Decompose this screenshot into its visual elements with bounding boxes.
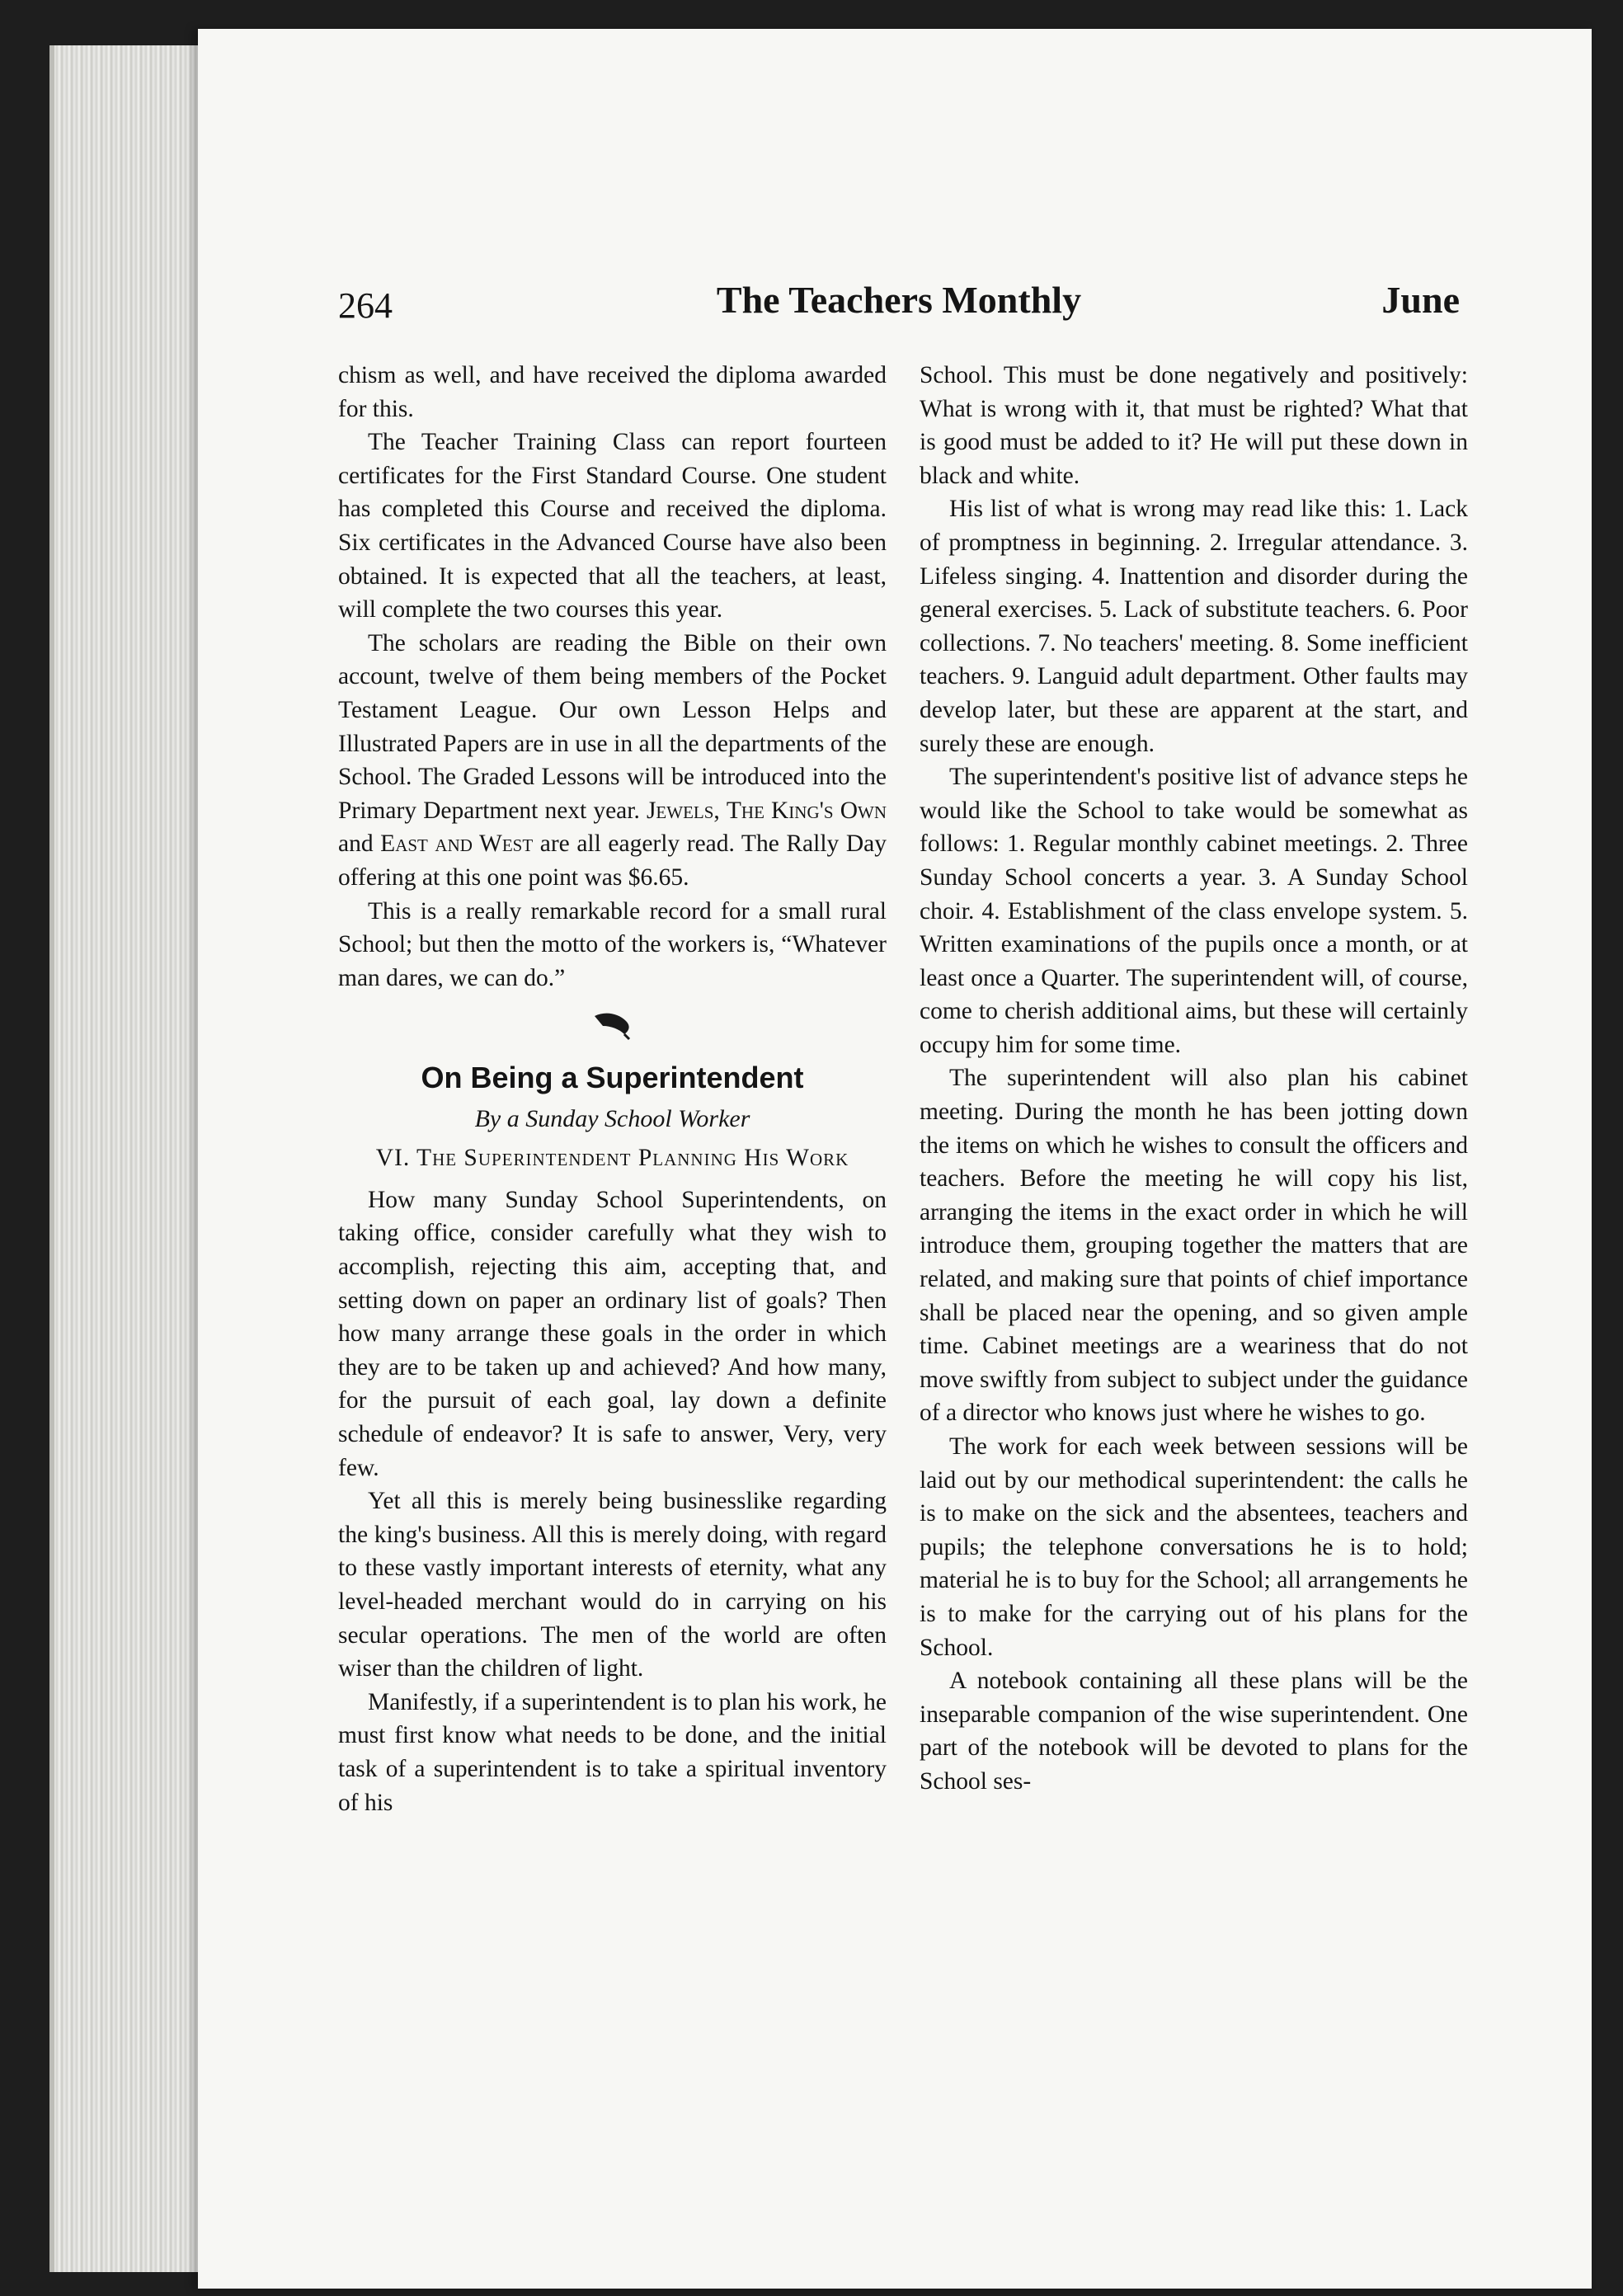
book-page [198,29,1592,2289]
paragraph-text: are all eagerly read. The Rally Day offering at this one point was $6.65. [338,830,887,891]
paragraph: The superintendent's positive list of advance steps he would like the School to take would be somewhat as follows: 1. Regular monthly cabinet meetings. 2. Three Sunday School concerts a year. 3. A Sunday School choir. 4. Establishment of the class envelope system. 5. Written examinations of the pupils once a month, or at least once a Quarter. The superintendent will, of course, come to cherish additional aims, but these will certainly occupy him for some time. [920,764,1468,1058]
left-column [338,359,887,1819]
journal-title: The Teachers Monthly [716,279,1082,321]
right-column [920,359,1468,1799]
paragraph: The scholars are reading the Bible on their own account, twelve of them being members of the Pocket Testament League. Our own Lesson Helps and Illustrated Papers are in use in all the departments of the School. The Graded Lessons will be introduced into the Primary Department next year. Jewels, The King's Own and East and West are all eagerly read. The Rally Day offering at this one point was $6.65. [338,629,887,891]
issue-month: June [1381,279,1460,321]
page-content [338,252,1468,2148]
paragraph-text: The scholars are reading the Bible on their own account, twelve of them being members of the Pocket Testament League. Our own Lesson Helps and Illustrated Papers are in use in all the departments of the School. The Graded Lessons will be introduced into the Primary Department next year. [338,629,887,824]
leaf-ornament-icon [588,1004,637,1046]
paragraph: His list of what is wrong may read like this: 1. Lack of promptness in beginning. 2. Irregular attendance. 3. Lifeless singing. 4. Inattention and disorder during the general exercises. 5. Lack of substitute teachers. 6. Poor collections. 7. No teachers' meeting. 8. Some inefficient teachers. 9. Languid adult department. Other faults may develop later, but these are apparent at the start, and surely these are enough. [920,496,1468,757]
section-heading: VI. The Superintendent Planning His Work [375,1145,849,1172]
printer-ornament [338,1004,887,1052]
paragraph: Yet all this is merely being businesslike regarding the king's business. All this is merely doing, with regard to these vastly important interests of eternity, what any level-headed merchant would do in carrying on his secular operations. The men of the world are often wiser than the children of light. [338,1488,887,1682]
paragraph: School. This must be done negatively and positively: What is wrong with it, that must be righted? What that is good must be added to it? He will put these down in black and white. [920,362,1468,489]
publication-name: East and West [380,830,534,858]
paragraph: chism as well, and have received the diploma awarded for this. [338,362,887,422]
publication-name: The King's Own [726,797,887,824]
book-page-edges [49,45,211,2272]
article-title: On Being a Superintendent [421,1061,804,1095]
publication-name: Jewels [646,797,714,824]
page-number: 264 [338,285,393,326]
paragraph: How many Sunday School Superintendents, on taking office, consider carefully what they wish to accomplish, rejecting this aim, accepting that, and setting down on paper an ordinary list of goals? Then how many arrange these goals in the order in which they are to be taken up and achieved? And how many, for the pursuit of each goal, lay down a definite schedule of endeavor? It is safe to answer, Very, very few. [338,1186,887,1481]
paragraph: The work for each week between sessions will be laid out by our methodical superintendent: the calls he is to make on the sick and the absentees, teachers and pupils; the telephone conversations he is to hold; material he is to buy for the School; all arrangements he is to make for the carrying out of his plans for the School. [920,1433,1468,1661]
paragraph: This is a really remarkable record for a small rural School; but then the motto of the workers is, “Whatever man dares, we can do.” [338,897,887,991]
article-byline: By a Sunday School Worker [474,1105,750,1133]
running-header [338,279,1460,334]
paragraph: A notebook containing all these plans will be the inseparable companion of the wise superintendent. One part of the notebook will be devoted to plans for the School ses- [920,1668,1468,1795]
paragraph: The Teacher Training Class can report fourteen certificates for the First Standard Course. One student has completed this Course and received the diploma. Six certificates in the Advanced Course have also been obtained. It is expected that all the teachers, at least, will complete the two courses this year. [338,429,887,623]
paragraph: The superintendent will also plan his cabinet meeting. During the month he has been jotting down the items on which he wishes to consult the officers and teachers. Before the meeting he will copy his list, arranging the items in the exact order in which he will introduce them, grouping together the matters that are related, and making sure that points of chief importance shall be placed near the opening, and so given ample time. Cabinet meetings are a weariness that do not move swiftly from subject to subject under the guidance of a director who knows just where he wishes to go. [920,1065,1468,1427]
paragraph: Manifestly, if a superintendent is to plan his work, he must first know what needs to be done, and the initial task of a superintendent is to take a spiritual inventory of his [338,1688,887,1816]
